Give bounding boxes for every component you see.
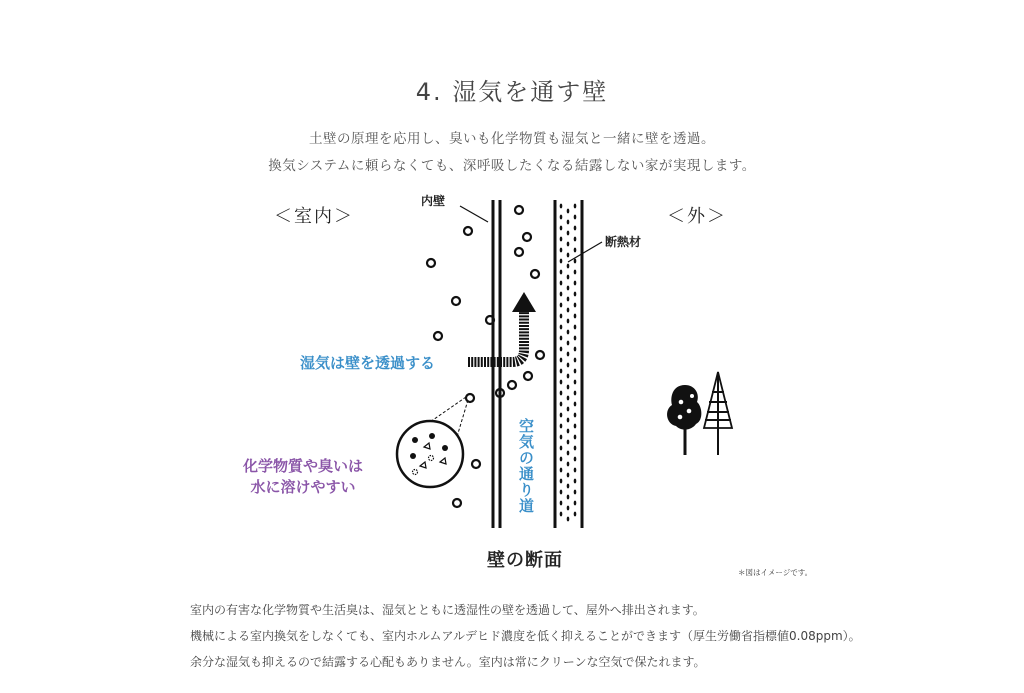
insulation-dot	[560, 369, 563, 374]
insulation-dot	[574, 391, 577, 396]
indoor-label: ＜室内＞	[274, 206, 354, 227]
moisture-particle	[531, 270, 539, 278]
insulation-dot	[567, 286, 570, 291]
insulation-dot	[567, 297, 570, 302]
insulation-dot	[560, 270, 563, 275]
insulation-dot	[567, 363, 570, 368]
insulation-dot	[560, 512, 563, 517]
moisture-particle	[515, 206, 523, 214]
insulation-dot	[574, 512, 577, 517]
insulation-dot	[560, 325, 563, 330]
insulation-dot	[560, 479, 563, 484]
insulation-dot	[560, 413, 563, 418]
insulation-dot	[574, 259, 577, 264]
insulation-dot	[574, 424, 577, 429]
insulation-dot	[560, 303, 563, 308]
insulation-dot	[574, 248, 577, 253]
insulation-dot	[560, 314, 563, 319]
page-title: 4. 湿気を通す壁	[415, 78, 609, 106]
insulation-dot	[560, 292, 563, 297]
insulation-dot	[574, 347, 577, 352]
insulation-leader	[568, 242, 602, 262]
insulation-dot	[567, 462, 570, 467]
lead-text-line-2: 換気システムに頼らなくても、深呼吸したくなる結露しない家が実現します。	[268, 158, 756, 174]
moisture-arrow	[468, 292, 536, 362]
insulation-dot	[574, 237, 577, 242]
insulation-dot	[560, 248, 563, 253]
outdoor-label: ＜外＞	[667, 206, 727, 227]
moisture-particle	[472, 460, 480, 468]
insulation-dot	[560, 226, 563, 231]
moisture-particle	[508, 381, 516, 389]
insulation-dot	[567, 220, 570, 225]
insulation-dot	[560, 446, 563, 451]
inner-wall-leader	[460, 206, 488, 222]
chemicals-label	[243, 456, 363, 498]
insulation-dot	[574, 314, 577, 319]
moisture-particle	[464, 227, 472, 235]
moisture-particle	[453, 499, 461, 507]
insulation-dot	[560, 457, 563, 462]
insulation-dot	[574, 336, 577, 341]
insulation-dot	[567, 209, 570, 214]
insulation-dot	[567, 396, 570, 401]
insulation-dot	[567, 242, 570, 247]
insulation-dot	[574, 270, 577, 275]
insulation-dot	[567, 440, 570, 445]
insulation-dot	[574, 435, 577, 440]
magnified-particle	[397, 397, 468, 487]
insulation-dot	[560, 347, 563, 352]
chemicals-label-line-1: 化学物質や臭いは	[243, 457, 364, 475]
moisture-particle	[452, 297, 460, 305]
insulation-dot	[567, 473, 570, 478]
insulation-dot	[574, 204, 577, 209]
insulation-dot	[567, 330, 570, 335]
insulation-dot	[574, 501, 577, 506]
insulation-dot	[574, 358, 577, 363]
insulation-dot	[567, 451, 570, 456]
insulation-dot	[560, 424, 563, 429]
insulation-dot	[567, 429, 570, 434]
moisture-particle	[515, 248, 523, 256]
insulation-dot	[567, 407, 570, 412]
insulation-dot	[574, 490, 577, 495]
insulation-dot	[567, 253, 570, 258]
moisture-particle	[466, 394, 474, 402]
section-title: 壁の断面	[487, 550, 563, 571]
insulation-dot	[560, 215, 563, 220]
image-note: ＊図はイメージです。	[738, 568, 813, 577]
insulation-dot	[567, 418, 570, 423]
insulation-dot	[560, 468, 563, 473]
moisture-particle	[536, 351, 544, 359]
insulation-dot	[567, 374, 570, 379]
insulation-dot	[560, 501, 563, 506]
insulation-dot	[567, 319, 570, 324]
moisture-label: 湿気は壁を透過する	[300, 354, 436, 372]
insulation-dot	[560, 380, 563, 385]
moisture-particle	[434, 332, 442, 340]
body-text-line-3: 余分な湿気も抑えるので結露する心配もありません。室内は常にクリーンな空気で保たれます。	[190, 655, 706, 669]
insulation-dot	[560, 490, 563, 495]
insulation-dot	[560, 402, 563, 407]
insulation-dot	[574, 468, 577, 473]
insulation-layer	[555, 200, 582, 528]
insulation-dot	[574, 380, 577, 385]
insulation-dot	[574, 292, 577, 297]
moisture-particle	[523, 233, 531, 241]
insulation-dot	[567, 352, 570, 357]
insulation-dot	[567, 495, 570, 500]
insulation-dot	[574, 479, 577, 484]
insulation-dot	[560, 281, 563, 286]
insulation-dot	[574, 369, 577, 374]
insulation-label: 断熱材	[605, 235, 642, 249]
body-text-line-2: 機械による室内換気をしなくても、室内ホルムアルデヒド濃度を低く抑えることができます（厚生労働省指標値0.08ppm）。	[190, 629, 861, 643]
insulation-dot	[567, 264, 570, 269]
insulation-dot	[574, 446, 577, 451]
insulation-dot	[560, 204, 563, 209]
insulation-dot	[560, 336, 563, 341]
moisture-particle	[524, 372, 532, 380]
insulation-dot	[567, 484, 570, 489]
insulation-dot	[560, 435, 563, 440]
insulation-dot	[567, 231, 570, 236]
insulation-dot	[567, 385, 570, 390]
insulation-dot	[567, 506, 570, 511]
inner-wall-label: 内壁	[421, 194, 446, 208]
insulation-dot	[560, 237, 563, 242]
insulation-dot	[560, 259, 563, 264]
insulation-dot	[574, 457, 577, 462]
body-text-line-1: 室内の有害な化学物質や生活臭は、湿気とともに透湿性の壁を透過して、屋外へ排出されます。	[190, 603, 705, 617]
insulation-dot	[560, 358, 563, 363]
insulation-dot	[574, 303, 577, 308]
insulation-dot	[560, 391, 563, 396]
insulation-dot	[574, 413, 577, 418]
insulation-dot	[574, 226, 577, 231]
insulation-dot	[574, 281, 577, 286]
insulation-dot	[567, 275, 570, 280]
insulation-dot	[567, 341, 570, 346]
chemicals-label-line-2: 水に溶けやすい	[250, 478, 356, 496]
insulation-dot	[567, 308, 570, 313]
insulation-dot	[574, 215, 577, 220]
deciduous-tree-icon	[667, 385, 701, 455]
air-passage-label: 空気の通り道	[517, 418, 535, 514]
insulation-dot	[574, 402, 577, 407]
insulation-dot	[567, 517, 570, 522]
lead-text-line-1: 土壁の原理を応用し、臭いも化学物質も湿気と一緒に壁を透過。	[309, 131, 715, 147]
insulation-dot	[574, 325, 577, 330]
moisture-particle	[427, 259, 435, 267]
conifer-tree-icon	[704, 372, 732, 455]
